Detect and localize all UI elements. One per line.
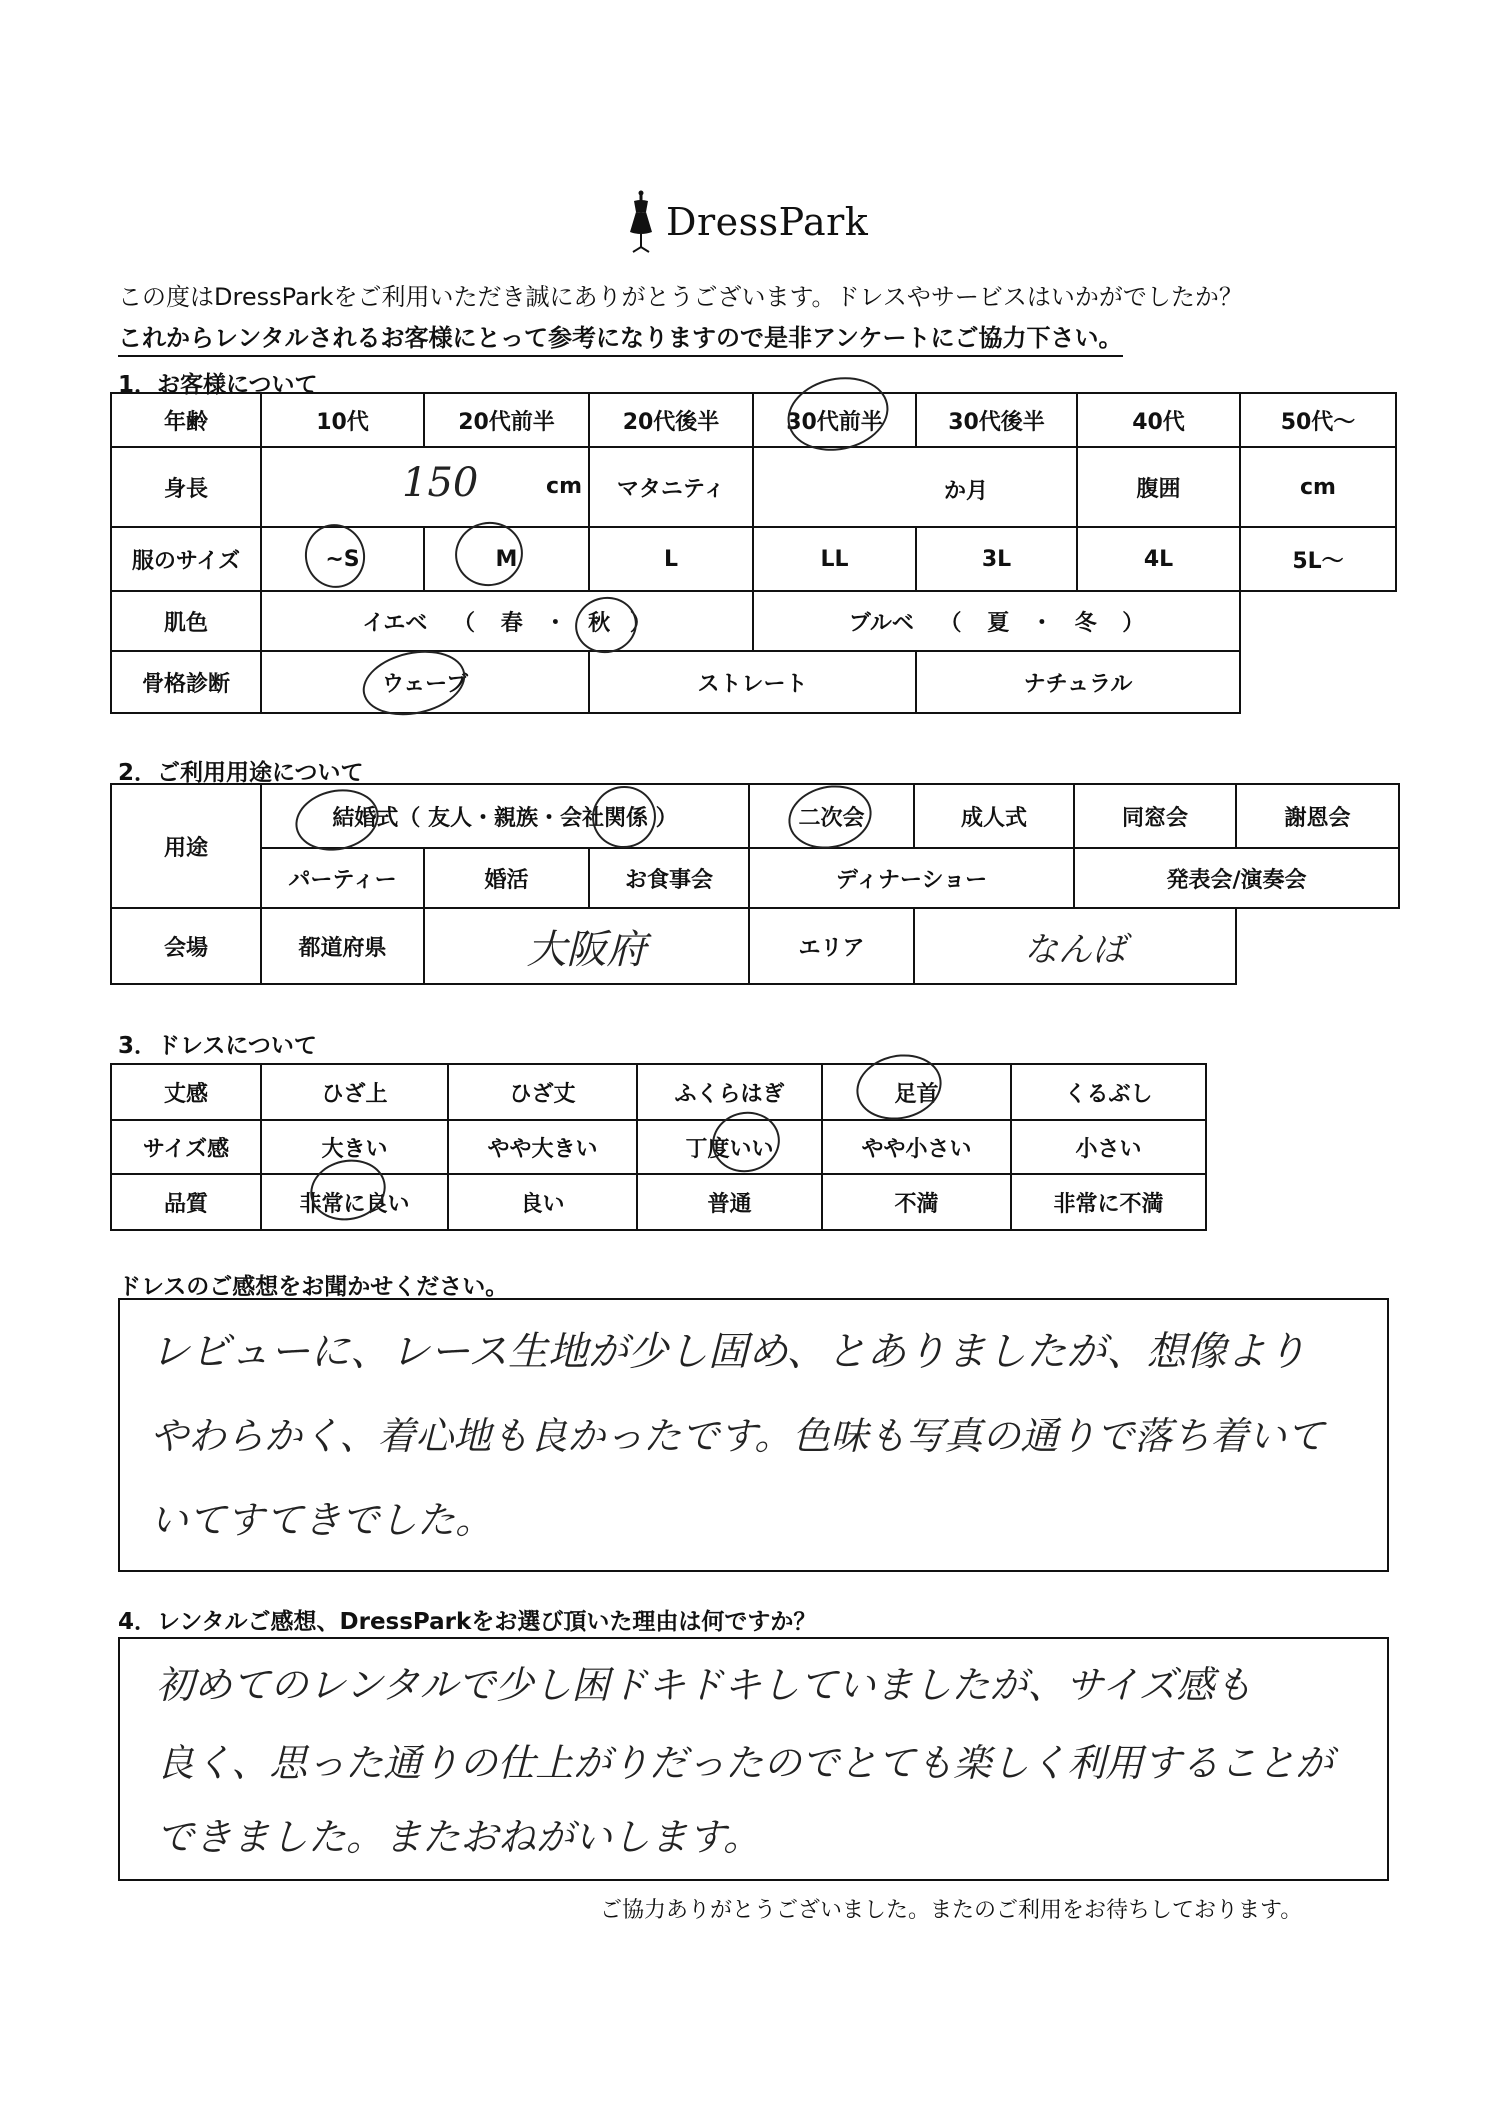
- reason-line: 良く、思った通りの仕上がりだったのでとても楽しく利用することが: [156, 1741, 1334, 1785]
- area-value: なんば: [1024, 929, 1126, 970]
- age-option-10s[interactable]: 10代: [261, 393, 424, 447]
- impression-title: ドレスのご感想をお聞かせください。: [118, 1274, 509, 1300]
- waist-field[interactable]: [1240, 447, 1396, 527]
- purpose-wedding[interactable]: [261, 784, 749, 848]
- skin-yellow: イエベ: [362, 610, 428, 636]
- fit-small[interactable]: 小さい: [1011, 1120, 1206, 1174]
- dress-table: [110, 1063, 1207, 1231]
- prefecture-field[interactable]: [424, 908, 749, 984]
- frame-option-straight[interactable]: ストレート: [589, 651, 916, 713]
- skin-winter[interactable]: 冬: [1074, 610, 1097, 636]
- brand-logo: [628, 190, 868, 254]
- impression-line: いてすてきでした。: [150, 1498, 494, 1542]
- height-label: 身長: [111, 447, 261, 527]
- size-option-m[interactable]: M: [424, 527, 589, 591]
- section3-title: 3．ドレスについて: [118, 1033, 317, 1059]
- size-option-4l[interactable]: 4L: [1077, 527, 1240, 591]
- impression-line: やわらかく、着心地も良かったです。色味も写真の通りで落ち着いて: [150, 1414, 1325, 1458]
- purpose-reunion[interactable]: 同窓会: [1074, 784, 1236, 848]
- size-option-5l[interactable]: 5L～: [1240, 527, 1396, 591]
- area-label: エリア: [749, 908, 914, 984]
- frame-option-natural[interactable]: ナチュラル: [916, 651, 1240, 713]
- size-option-ll[interactable]: LL: [753, 527, 916, 591]
- footer-thanks: ご協力ありがとうございました。またのご利用をお待ちしております。: [600, 1898, 1303, 1923]
- purpose-dinner[interactable]: お食事会: [589, 848, 749, 908]
- purpose-recital[interactable]: 発表会/演奏会: [1074, 848, 1399, 908]
- paren-close: ）: [1122, 610, 1145, 636]
- length-ankle[interactable]: 足首: [822, 1064, 1011, 1120]
- fit-label: サイズ感: [111, 1120, 261, 1174]
- size-option-s[interactable]: ~S: [261, 527, 424, 591]
- purpose-label: 用途: [111, 784, 261, 908]
- age-label: 年齢: [111, 393, 261, 447]
- quality-very-unsatisfied[interactable]: 非常に不満: [1011, 1174, 1206, 1230]
- purpose-afterparty[interactable]: 二次会: [749, 784, 914, 848]
- fit-slightly-small[interactable]: やや小さい: [822, 1120, 1011, 1174]
- age-option-early-20s[interactable]: 20代前半: [424, 393, 589, 447]
- reason-line: 初めてのレンタルで少し困ドキドキしていましたが、サイズ感も: [156, 1663, 1253, 1707]
- quality-label: 品質: [111, 1174, 261, 1230]
- maternity-unit: か月: [944, 479, 989, 504]
- length-above-knee[interactable]: ひざ上: [261, 1064, 448, 1120]
- height-unit: cm: [546, 474, 582, 499]
- quality-average[interactable]: 普通: [637, 1174, 822, 1230]
- customer-table: [110, 392, 1397, 714]
- intro-request: これからレンタルされるお客様にとって参考になりますので是非アンケートにご協力下さい。: [118, 318, 1123, 357]
- fit-slightly-large[interactable]: やや大きい: [448, 1120, 637, 1174]
- impression-line: レビューに、レース生地が少し固め、とありましたが、想像より: [150, 1329, 1307, 1375]
- skin-blue-group[interactable]: [753, 591, 1240, 651]
- height-value: 150: [402, 460, 479, 506]
- empty-cell: [1240, 591, 1396, 651]
- age-option-late-20s[interactable]: 20代後半: [589, 393, 753, 447]
- frame-label: 骨格診断: [111, 651, 261, 713]
- purpose-coming-of-age[interactable]: 成人式: [914, 784, 1074, 848]
- height-field[interactable]: [261, 447, 589, 527]
- separator-dot: ・: [544, 610, 567, 636]
- purpose-konkatsu[interactable]: 婚活: [424, 848, 589, 908]
- section2-title: 2．ご利用用途について: [118, 760, 364, 786]
- prefecture-label: 都道府県: [261, 908, 424, 984]
- age-option-early-30s[interactable]: 30代前半: [753, 393, 916, 447]
- skin-spring[interactable]: 春: [500, 610, 523, 636]
- fit-large[interactable]: 大きい: [261, 1120, 448, 1174]
- skin-blue: ブルベ: [848, 610, 914, 636]
- paren-open: （: [939, 610, 962, 636]
- length-label: 丈感: [111, 1064, 261, 1120]
- length-calf[interactable]: ふくらはぎ: [637, 1064, 822, 1120]
- empty-cell: [1236, 908, 1399, 984]
- purpose-thanks-party[interactable]: 謝恩会: [1236, 784, 1399, 848]
- length-anklebone[interactable]: くるぶし: [1011, 1064, 1206, 1120]
- age-option-40s[interactable]: 40代: [1077, 393, 1240, 447]
- paren-close: ）: [629, 610, 652, 636]
- purpose-wedding-label: 結婚式: [332, 805, 399, 831]
- age-option-late-30s[interactable]: 30代後半: [916, 393, 1077, 447]
- empty-cell: [1240, 651, 1396, 713]
- reason-box[interactable]: [118, 1637, 1389, 1881]
- maternity-label: マタニティ: [589, 447, 753, 527]
- impression-box[interactable]: [118, 1298, 1389, 1572]
- maternity-field[interactable]: [753, 447, 1077, 527]
- length-knee[interactable]: ひざ丈: [448, 1064, 637, 1120]
- skin-summer[interactable]: 夏: [987, 610, 1010, 636]
- dress-form-icon: [628, 190, 654, 254]
- brand-name: DressPark: [666, 200, 869, 244]
- size-label: 服のサイズ: [111, 527, 261, 591]
- section1-title: 1．お客様について: [118, 372, 318, 398]
- age-option-50s[interactable]: 50代～: [1240, 393, 1396, 447]
- skin-autumn[interactable]: 秋: [588, 610, 611, 636]
- size-option-l[interactable]: L: [589, 527, 753, 591]
- quality-good[interactable]: 良い: [448, 1174, 637, 1230]
- reason-line: できました。またおねがいします。: [156, 1815, 761, 1859]
- section4-title: 4．レンタルご感想、DressParkをお選び頂いた理由は何ですか？: [118, 1609, 817, 1635]
- purpose-dinner-show[interactable]: ディナーショー: [749, 848, 1074, 908]
- purpose-table: [110, 783, 1400, 985]
- skin-label: 肌色: [111, 591, 261, 651]
- quality-very-good[interactable]: 非常に良い: [261, 1174, 448, 1230]
- purpose-party[interactable]: パーティー: [261, 848, 424, 908]
- size-option-3l[interactable]: 3L: [916, 527, 1077, 591]
- skin-yellow-group[interactable]: [261, 591, 753, 651]
- waist-label: 腹囲: [1077, 447, 1240, 527]
- prefecture-value: 大阪府: [526, 926, 647, 973]
- paren-open: （: [453, 610, 476, 636]
- intro-text: この度はDressParkをご利用いただき誠にありがとうございます。ドレスやサービスはいかがでしたか？: [118, 283, 1243, 311]
- fit-just-right[interactable]: 丁度いい: [637, 1120, 822, 1174]
- area-field[interactable]: [914, 908, 1236, 984]
- venue-label: 会場: [111, 908, 261, 984]
- waist-unit: cm: [1300, 474, 1336, 500]
- frame-option-wave[interactable]: ウェーブ: [261, 651, 589, 713]
- quality-unsatisfied[interactable]: 不満: [822, 1174, 1011, 1230]
- separator-dot: ・: [1030, 610, 1053, 636]
- purpose-wedding-sub: （ 友人・親族・会社関係 ）: [398, 805, 678, 831]
